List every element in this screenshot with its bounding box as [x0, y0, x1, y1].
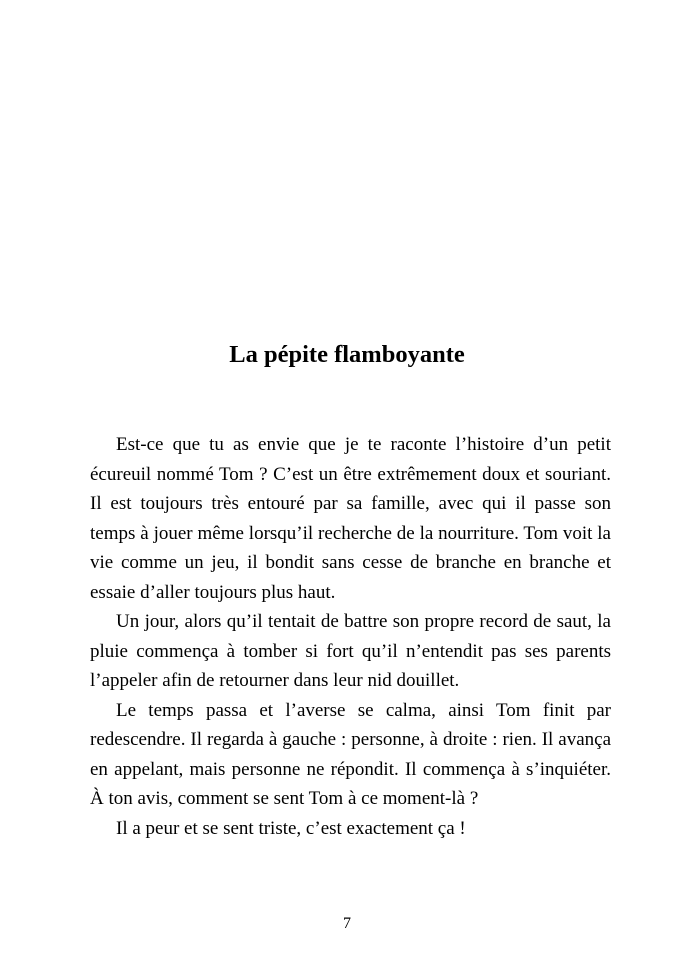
paragraph-4: Il a peur et se sent triste, c’est exactement ça !	[116, 817, 466, 839]
story-text	[90, 430, 611, 843]
page-number: 7	[343, 915, 351, 932]
paragraph-2: Un jour, alors qu’il tentait de battre son propre record de saut, la pluie commença à tomber si fort qu’il n’entendit pas ses parents l’appeler afin de retourner dans leur nid douillet.	[90, 611, 611, 691]
paragraph-3: Le temps passa et l’averse se calma, ainsi Tom finit par redescendre. Il regarda à gauche : personne, à droite : rien. Il avança en appelant, mais personne ne répondit. Il commença à s’inquiéter. À ton avis, comment se sent Tom à ce moment-là ?	[90, 699, 611, 809]
chapter-title: La pépite flamboyante	[229, 341, 465, 368]
paragraph-1: Est-ce que tu as envie que je te raconte l’histoire d’un petit écureuil nommé Tom ? C’est un être extrêmement doux et souriant. Il est toujours très entouré par sa famille, avec qui il passe son temps à jouer même lorsqu’il recherche de la nourriture. Tom voit la vie comme un jeu, il bondit sans cesse de branche en branche et essaie d’aller toujours plus haut.	[90, 434, 611, 603]
